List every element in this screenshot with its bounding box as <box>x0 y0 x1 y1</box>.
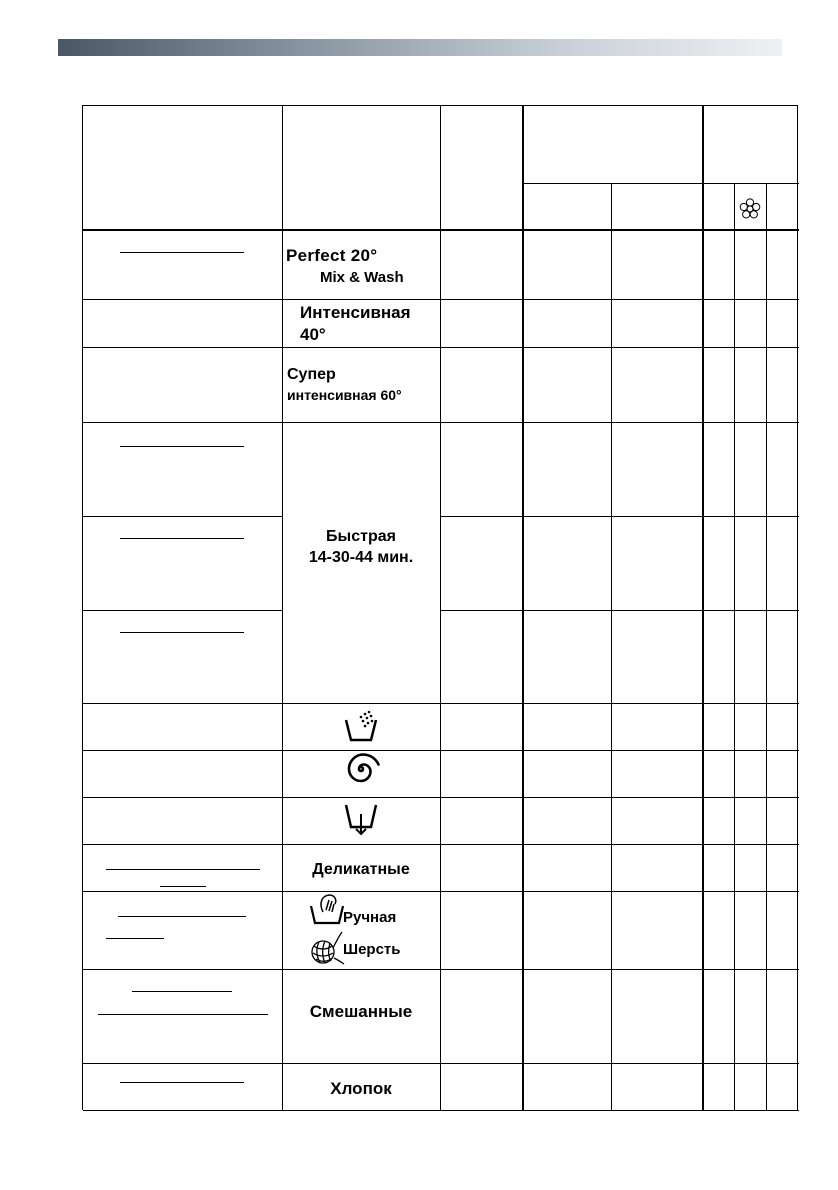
program-table <box>82 105 798 1110</box>
program-intensive40-line1: Интенсивная <box>300 303 411 322</box>
wool-icon <box>307 928 345 968</box>
col1-underline <box>120 632 244 633</box>
col1-underline <box>106 938 164 939</box>
program-mixed-label: Смешанные <box>309 1002 413 1021</box>
header-gradient-bar <box>58 39 782 56</box>
col1-underline <box>120 1082 244 1083</box>
col1-underline <box>118 916 246 917</box>
program-super60 <box>284 360 440 408</box>
hand-wash-icon <box>309 892 345 926</box>
program-super60-line2: интенсивная 60° <box>287 386 402 403</box>
col1-underline <box>98 1014 268 1015</box>
program-hand-text: Ручная <box>343 908 397 926</box>
program-intensive40-line2: 40° <box>300 325 326 344</box>
program-delicate-label: Деликатные <box>312 861 410 878</box>
program-cotton <box>283 1072 439 1106</box>
drain-icon <box>343 802 379 838</box>
col1-underline <box>160 886 206 887</box>
program-mixed <box>283 995 439 1029</box>
program-super60-line1: Супер <box>287 365 336 383</box>
col1-underline <box>120 538 244 539</box>
spin-icon <box>342 750 380 788</box>
program-quick-line2: 14-30-44 мин. <box>308 548 414 566</box>
program-wool-label <box>343 938 423 960</box>
flower-icon <box>737 196 763 222</box>
rinse-icon <box>343 708 379 744</box>
program-hand-label <box>343 906 423 928</box>
program-quick-line1: Быстрая <box>326 527 396 545</box>
col1-underline <box>132 991 232 992</box>
program-perfect20-line1: Perfect 20° <box>286 246 378 265</box>
program-intensive40 <box>298 301 440 347</box>
program-wool-text: Шерсть <box>343 940 401 958</box>
program-delicate <box>283 853 439 887</box>
program-quick <box>283 522 439 572</box>
program-perfect20-line2: Mix & Wash <box>320 269 404 286</box>
program-perfect20 <box>284 243 440 289</box>
program-cotton-label: Хлопок <box>330 1079 392 1098</box>
col1-underline <box>120 252 244 253</box>
col1-underline <box>106 869 260 870</box>
col1-underline <box>120 446 244 447</box>
